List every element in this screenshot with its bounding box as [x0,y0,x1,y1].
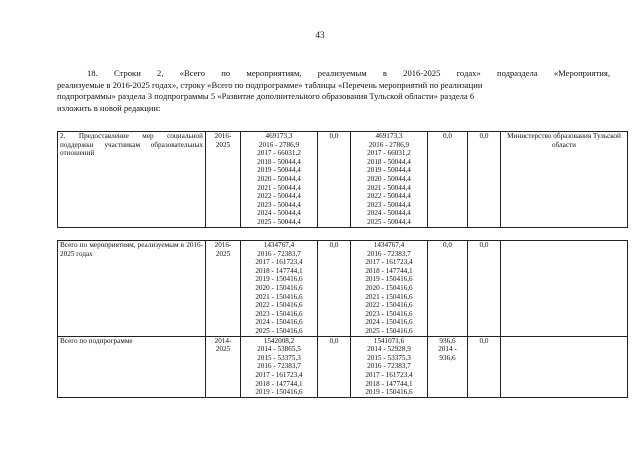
funding-value: 2020 - 150416,6 [365,283,413,292]
measure-years: 2016-2025 [206,132,241,228]
paragraph-line-4: изложить в новой редакции: [57,102,161,113]
total-subprogram-municipal-funding [428,336,468,397]
funding-value: 2017 - 66031,2 [257,149,301,158]
funding-value: 2018 - 147744,1 [255,379,303,388]
funding-value: 1541071,6 [373,336,405,345]
total-subprogram-federal-funding: 0,0 [318,336,351,397]
funding-value: 2018 - 50044,4 [257,157,301,166]
funding-value: 2017 - 161723,4 [255,258,303,267]
funding-value: 2018 - 147744,1 [365,266,413,275]
funding-value: 2023 - 50044,4 [367,200,411,209]
funding-value: 2020 - 50044,4 [257,174,301,183]
table-row-measure-2 [58,132,628,228]
funding-value: 2017 - 161723,4 [255,370,303,379]
measure-name: 2. Предоставление мер социальной поддержки участникам образовательных отношений [58,132,206,228]
funding-value: 2023 - 150416,6 [255,309,303,318]
measure-municipal-funding: 0,0 [428,132,468,228]
funding-value: 2025 - 50044,4 [367,217,411,226]
table-row-total-subprogram [58,336,628,397]
funding-value: 2014 - 53865,5 [257,345,301,354]
total-measures-years: 2016-2025 [206,241,241,337]
amendment-paragraph [57,68,610,114]
funding-value: 2021 - 150416,6 [255,292,303,301]
funding-value: 2016 - 72383,7 [367,249,411,258]
funding-value: 2018 - 50044,4 [367,157,411,166]
total-measures-total-funding [241,241,318,337]
funding-value: 2025 - 150416,6 [255,326,303,335]
measures-table-part-1 [57,131,628,228]
funding-value: 2024 - 150416,6 [255,318,303,327]
funding-value: 2023 - 50044,4 [257,200,301,209]
funding-value: 2021 - 50044,4 [257,183,301,192]
total-subprogram-executor [501,336,628,397]
funding-value: 2022 - 50044,4 [257,192,301,201]
funding-value: 1434767,4 [263,241,295,249]
measure-federal-funding: 0,0 [318,132,351,228]
total-measures-name: Всего по мероприятиям, реализуемым в 2016-2025 годах [58,241,206,337]
funding-value: 2025 - 150416,6 [365,326,413,335]
funding-value: 2023 - 150416,6 [365,309,413,318]
funding-value: 2017 - 66031,2 [367,149,411,158]
funding-value: 936,6 [439,336,456,345]
funding-value: 2017 - 161723,4 [365,258,413,267]
funding-value: 2022 - 150416,6 [365,301,413,310]
funding-value: 2019 - 150416,6 [365,388,413,397]
funding-value: 2018 - 147744,1 [255,266,303,275]
total-subprogram-regional-funding [351,336,428,397]
funding-value: 469173,3 [265,132,293,140]
funding-value: 2024 - 50044,4 [257,209,301,218]
funding-value: 2019 - 150416,6 [255,275,303,284]
total-measures-executor [501,241,628,337]
total-measures-federal-funding: 0,0 [318,241,351,337]
funding-value: 2021 - 50044,4 [367,183,411,192]
total-measures-other-funding: 0,0 [468,241,501,337]
funding-value: 2025 - 50044,4 [257,217,301,226]
funding-value: 2014 - 52928,9 [367,345,411,354]
funding-value: 2022 - 150416,6 [255,301,303,310]
funding-value: 2019 - 50044,4 [257,166,301,175]
paragraph-line-2: реализуемые в 2016-2025 годах», строку «Всего по подпрограмме» таблицы «Перечень мероприятий по реализации [57,79,483,90]
funding-value: 2024 - 50044,4 [367,209,411,218]
total-measures-regional-funding [351,241,428,337]
funding-value: 2017 - 161723,4 [365,370,413,379]
total-measures-municipal-funding: 0,0 [428,241,468,337]
page-number: 43 [315,30,325,40]
measure-other-funding: 0,0 [468,132,501,228]
funding-value: 2021 - 150416,6 [365,292,413,301]
funding-value: 2016 - 72383,7 [367,362,411,371]
total-subprogram-other-funding: 0,0 [468,336,501,397]
funding-value: 2016 - 72383,7 [257,362,301,371]
paragraph-line-1: 18. Строки 2, «Всего по мероприятиям, реализуемым в 2016-2025 годах» подраздела «Мероприятия, [87,68,610,78]
funding-value: 2019 - 150416,6 [255,388,303,397]
funding-value: 2016 - 2786,9 [258,140,300,149]
funding-value: 469173,3 [375,132,403,140]
funding-value: 2024 - 150416,6 [365,318,413,327]
funding-value: 2020 - 50044,4 [367,174,411,183]
funding-value: 936,6 [439,353,456,362]
measure-executor: Министерство образования Тульской области [501,132,628,228]
funding-value: 2019 - 50044,4 [367,166,411,175]
funding-value: 2014 - [438,345,457,354]
measure-regional-funding [351,132,428,228]
funding-value: 2019 - 150416,6 [365,275,413,284]
funding-value: 2018 - 147744,1 [365,379,413,388]
paragraph-line-3: подпрограммы» раздела 3 подпрограммы 5 «Развитие дополнительного образования Тульской области» раздела 6 [57,91,475,102]
total-subprogram-total-funding [241,336,318,397]
measures-table-part-2 [57,240,628,398]
measure-total-funding [241,132,318,228]
table-row-total-measures [58,241,628,337]
total-subprogram-years: 2014-2025 [206,336,241,397]
funding-value: 2015 - 53375,3 [367,353,411,362]
funding-value: 2020 - 150416,6 [255,283,303,292]
funding-value: 2022 - 50044,4 [367,192,411,201]
funding-value: 2016 - 2786,9 [368,140,410,149]
funding-value: 1542008,2 [263,336,295,345]
funding-value: 1434767,4 [373,241,405,249]
total-subprogram-name: Всего по подпрограмме [58,336,206,397]
funding-value: 2016 - 72383,7 [257,249,301,258]
funding-value: 2015 - 53375,3 [257,353,301,362]
